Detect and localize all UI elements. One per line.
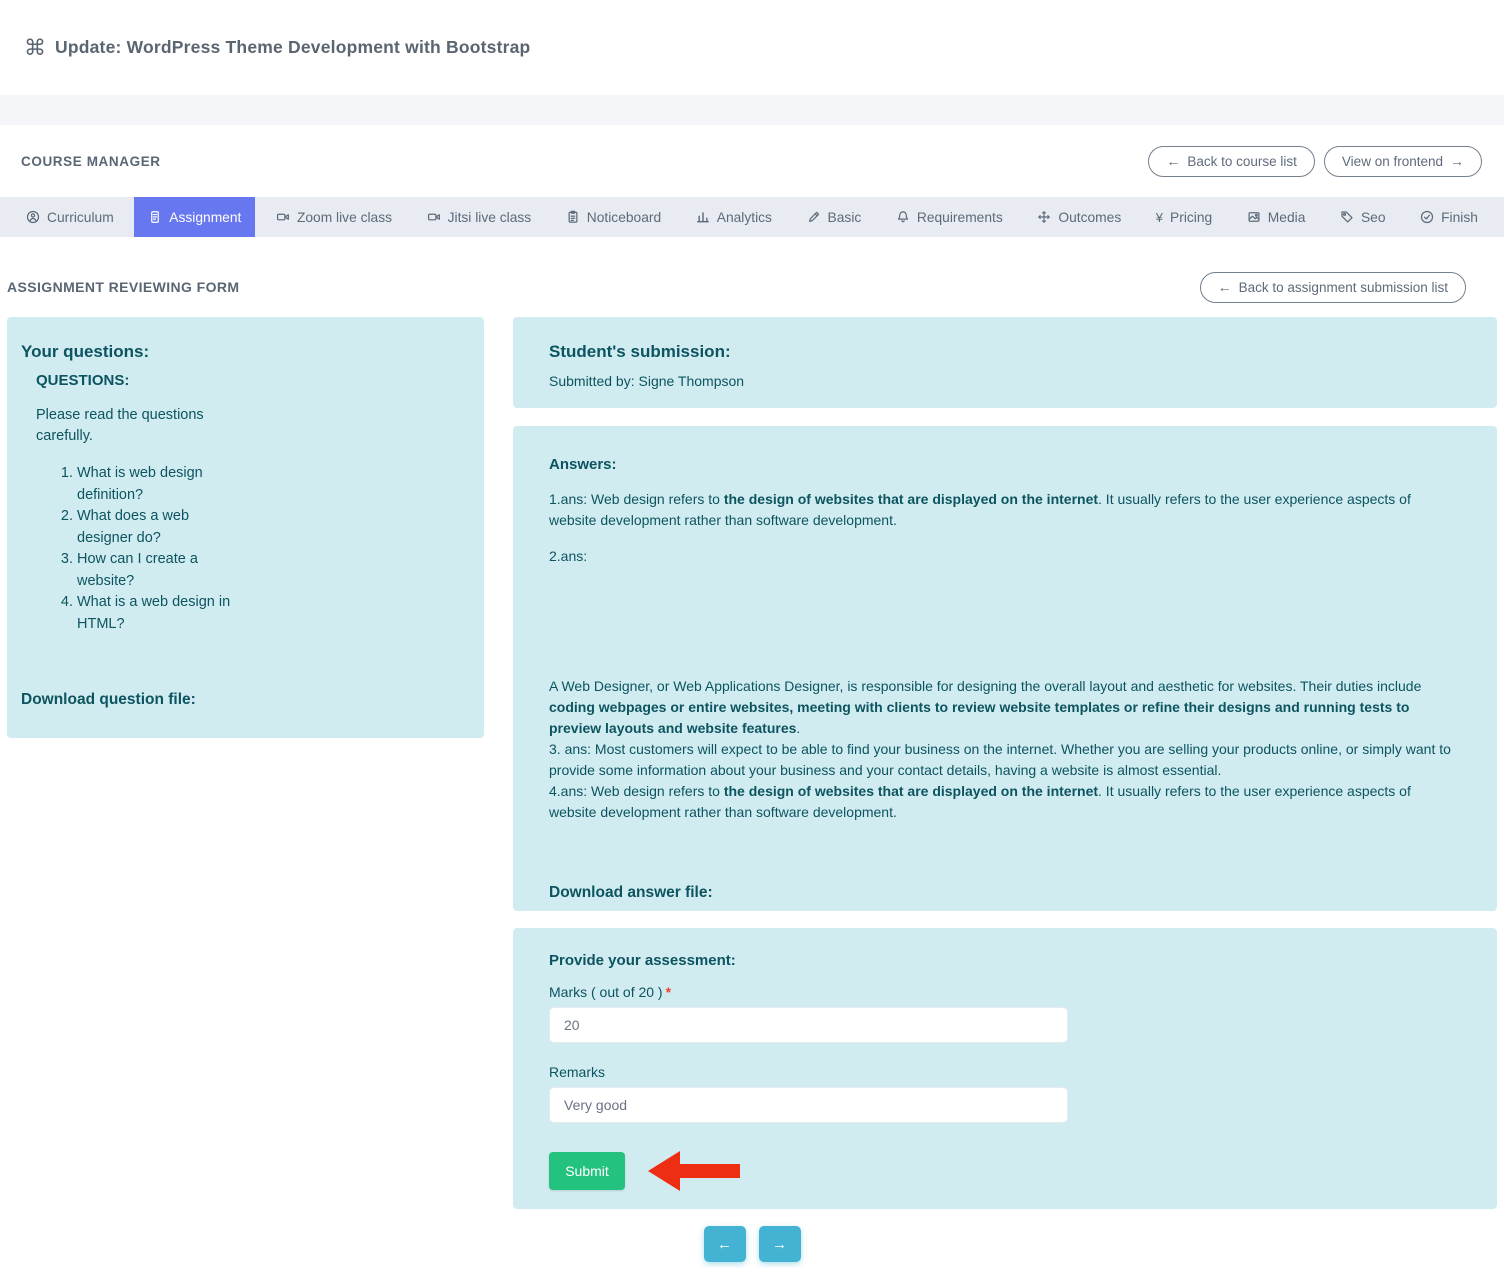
- check-circle-icon: [1420, 210, 1434, 224]
- question-item: 4. What is a web design in HTML?: [77, 592, 237, 635]
- answer-text: A Web Designer, or Web Applications Designer, is responsible for designing the overall layout and aesthetic for websites. Their duties include: [549, 678, 1422, 694]
- tab-label: Assignment: [169, 209, 242, 225]
- submit-row: [549, 1151, 1461, 1191]
- view-on-frontend-label: View on frontend: [1341, 153, 1443, 169]
- window-header: [0, 0, 1504, 95]
- clipboard-icon: [566, 210, 580, 224]
- student-submission-heading: Student's submission:: [549, 342, 731, 361]
- tab-curriculum[interactable]: [12, 197, 128, 237]
- yen-icon: ¥: [1155, 209, 1164, 225]
- course-tabs: [0, 197, 1504, 237]
- answer-3: [549, 676, 1461, 739]
- review-form-title: ASSIGNMENT REVIEWING FORM: [7, 279, 240, 295]
- questions-body: [36, 372, 470, 635]
- submitted-by-text: Submitted by: Signe Thompson: [549, 373, 745, 389]
- answer-text: . It usually refers to the user experience aspects of website development rather than software development.: [549, 783, 1411, 820]
- tab-label: Seo: [1360, 209, 1386, 225]
- tab-label: Analytics: [716, 209, 772, 225]
- tab-assignment[interactable]: [134, 197, 255, 237]
- tab-requirements[interactable]: [882, 197, 1017, 237]
- tab-label: Outcomes: [1058, 209, 1122, 225]
- review-form-header: [0, 264, 1504, 310]
- remarks-input[interactable]: [549, 1087, 1068, 1123]
- answer-2: 2.ans:: [549, 548, 588, 564]
- questions-intro: Please read the questions carefully.: [36, 407, 204, 444]
- next-button[interactable]: →: [759, 1226, 801, 1262]
- tab-outcomes[interactable]: [1023, 197, 1135, 237]
- back-to-course-list-button[interactable]: [1148, 146, 1315, 177]
- questions-panel: [7, 317, 484, 738]
- back-to-assignment-submission-list-button[interactable]: [1200, 272, 1466, 303]
- download-question-file-label: Download question file:: [21, 691, 196, 708]
- tab-label: Requirements: [916, 209, 1003, 225]
- answer-5: [549, 781, 1461, 823]
- answer-text: .: [796, 720, 801, 736]
- tab-label: Zoom live class: [296, 209, 393, 225]
- video-camera-icon: [276, 210, 290, 224]
- assessment-heading: Provide your assessment:: [549, 952, 736, 969]
- question-item: 2. What does a web designer do?: [77, 506, 237, 549]
- marks-label: [549, 984, 1461, 1000]
- remarks-label: Remarks: [549, 1064, 606, 1080]
- tab-zoom-live-class[interactable]: [262, 197, 406, 237]
- tab-media[interactable]: [1233, 197, 1320, 237]
- video-camera-icon: [427, 210, 441, 224]
- answer-text-bold: the design of websites that are displayed on the internet: [723, 491, 1099, 507]
- tag-icon: [1340, 210, 1354, 224]
- questions-heading: Your questions:: [21, 342, 150, 361]
- arrow-left-icon: ←: [1217, 279, 1232, 295]
- answer-1: [549, 489, 1461, 531]
- answer-blank-space: [549, 582, 1461, 676]
- tab-label: Noticeboard: [586, 209, 662, 225]
- file-text-icon: [148, 210, 162, 224]
- pen-icon: [807, 210, 821, 224]
- annotation-arrow-icon: [648, 1151, 740, 1191]
- answers-panel: [513, 426, 1497, 911]
- tab-basic[interactable]: [793, 197, 876, 237]
- marks-input[interactable]: [549, 1007, 1068, 1043]
- submission-column: [513, 317, 1497, 1209]
- tab-jitsi-live-class[interactable]: [413, 197, 546, 237]
- arrow-left-icon: ←: [1166, 153, 1181, 169]
- answer-4: 3. ans: Most customers will expect to be able to find your business on the internet. Whether you are selling your products online, or simply want to provide some information about your business and your contact details, having a website is almost essential.: [549, 741, 1451, 778]
- tab-noticeboard[interactable]: [552, 197, 675, 237]
- course-manager-label: COURSE MANAGER: [21, 153, 161, 169]
- tab-label: Media: [1267, 209, 1306, 225]
- required-asterisk: *: [665, 984, 672, 1000]
- course-manager-row: [0, 125, 1504, 197]
- answer-text: 1.ans: Web design refers to: [549, 491, 724, 507]
- bar-chart-icon: [696, 210, 710, 224]
- tab-label: Pricing: [1170, 209, 1213, 225]
- tab-label: Finish: [1441, 209, 1478, 225]
- answer-text-bold: coding webpages or entire websites, meeting with clients to review website templates or refine their designs and running tests to preview layouts and website features: [549, 699, 1410, 736]
- previous-button[interactable]: ←: [704, 1226, 746, 1262]
- command-icon: ⌘: [24, 34, 46, 60]
- back-to-assignment-list-label: Back to assignment submission list: [1238, 279, 1448, 295]
- answer-text: . It usually refers to the user experience aspects of website development rather than software development.: [549, 491, 1411, 528]
- pager: [0, 1226, 1504, 1262]
- questions-subheading: QUESTIONS:: [36, 372, 130, 389]
- tab-label: Basic: [827, 209, 862, 225]
- bell-icon: [896, 210, 910, 224]
- answers-heading: Answers:: [549, 456, 617, 473]
- tab-finish[interactable]: [1406, 197, 1492, 237]
- tab-label: Curriculum: [47, 209, 114, 225]
- question-item: 3. How can I create a website?: [77, 549, 237, 592]
- answer-text: 4.ans: Web design refers to: [549, 783, 724, 799]
- questions-list: [36, 463, 470, 635]
- tab-analytics[interactable]: [682, 197, 786, 237]
- question-item: 1. What is web design definition?: [77, 463, 237, 506]
- move-cross-icon: [1037, 210, 1051, 224]
- assessment-panel: [513, 928, 1497, 1209]
- tab-seo[interactable]: [1326, 197, 1400, 237]
- tab-pricing[interactable]: [1142, 197, 1226, 237]
- arrow-right-icon: →: [1450, 153, 1464, 169]
- answer-text-bold: the design of websites that are displayed on the internet: [723, 783, 1099, 799]
- image-icon: [1247, 210, 1261, 224]
- main-content: [0, 317, 1504, 1209]
- student-submission-panel: [513, 317, 1497, 408]
- marks-label-text: Marks ( out of 20 ): [549, 984, 663, 1000]
- view-on-frontend-button[interactable]: [1324, 146, 1482, 177]
- tab-label: Jitsi live class: [447, 209, 532, 225]
- user-circle-icon: [26, 210, 40, 224]
- download-answer-file-label: Download answer file:: [549, 884, 713, 901]
- page-title: Update: WordPress Theme Development with Bootstrap: [55, 37, 531, 57]
- submit-button[interactable]: Submit: [549, 1152, 625, 1190]
- back-to-course-list-label: Back to course list: [1187, 153, 1297, 169]
- header-divider-band: [0, 95, 1504, 125]
- course-manager-actions: [1148, 146, 1482, 177]
